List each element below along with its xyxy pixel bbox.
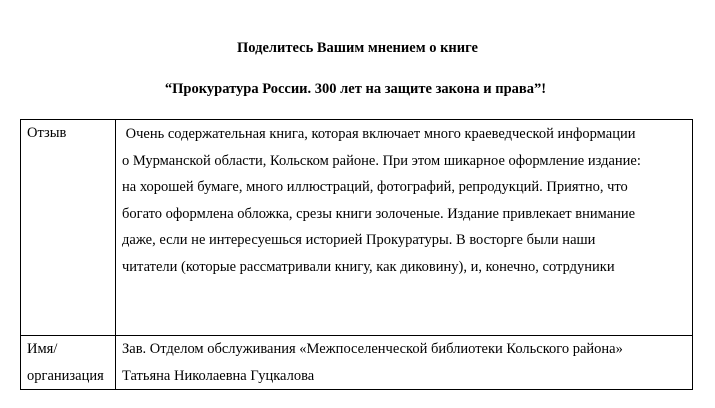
name-label-line-2: организация [27, 367, 104, 384]
review-line: читатели (которые рассматривали книгу, как диковину), и, конечно, сотрдуники [122, 258, 615, 275]
name-label [21, 336, 116, 390]
review-line: о Мурманской области, Кольском районе. При этом шикарное оформление издание: [122, 152, 641, 169]
person-name: Татьяна Николаевна Гуцкалова [122, 367, 315, 384]
heading-line-1: Поделитесь Вашим мнением о книге [237, 40, 478, 56]
review-text [116, 120, 693, 336]
review-row [21, 120, 693, 336]
review-line: Очень содержательная книга, которая включает много краеведческой информации [122, 126, 636, 142]
review-line: даже, если не интересуешься историей Прокуратуры. В восторге были наши [122, 232, 596, 249]
review-label: Отзыв [21, 120, 116, 336]
organization-text: Зав. Отделом обслуживания «Межпоселенческой библиотеки Кольского района» [122, 341, 623, 357]
name-value [116, 336, 693, 390]
feedback-table [20, 119, 693, 390]
name-label-line-1: Имя/ [27, 341, 58, 357]
review-line: на хорошей бумаге, много иллюстраций, фотографий, репродукций. Приятно, что [122, 179, 628, 196]
name-row [21, 336, 693, 390]
heading-line-2: “Прокуратура России. 300 лет на защите закона и права”! [164, 81, 547, 97]
review-line: богато оформлена обложка, срезы книги золоченые. Издание привлекает внимание [122, 205, 636, 222]
